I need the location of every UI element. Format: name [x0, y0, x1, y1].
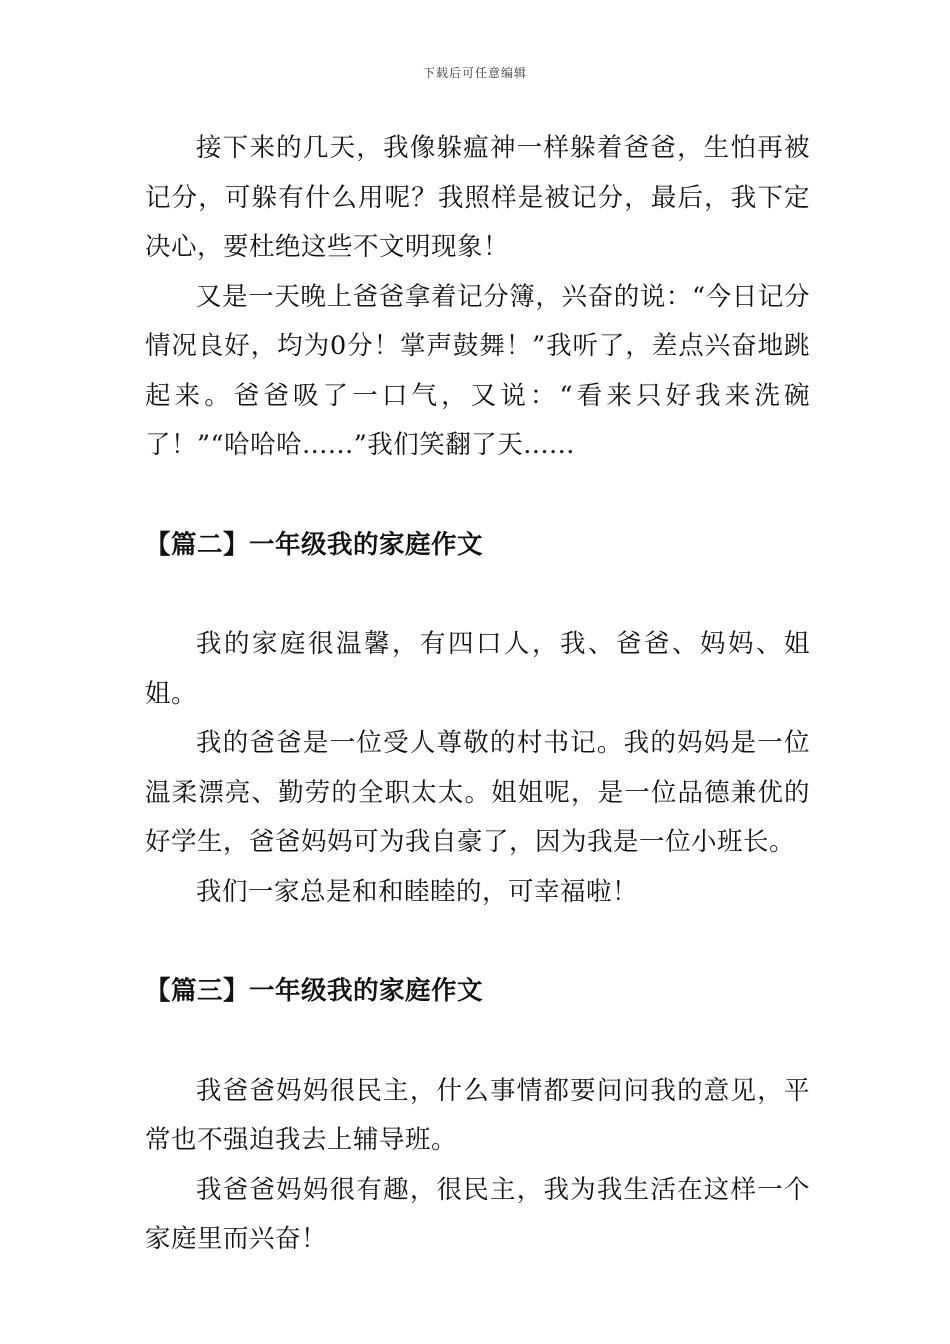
paragraph: 接下来的几天，我像躲瘟神一样躲着爸爸，生怕再被记分，可躲有什么用呢？我照样是被记分，最后，我下定决心，要杜绝这些不文明现象！	[145, 133, 810, 262]
paragraph: 我的爸爸是一位受人尊敬的村书记。我的妈妈是一位温柔漂亮、勤劳的全职太太。姐姐呢，是一位品德兼优的好学生，爸爸妈妈可为我自豪了，因为我是一位小班长。	[145, 728, 810, 857]
section-title-part-two: 【篇二】一年级我的家庭作文	[145, 529, 484, 560]
paragraph: 我们一家总是和和睦睦的，可幸福啦！	[196, 876, 639, 907]
section-title-part-three: 【篇三】一年级我的家庭作文	[145, 976, 484, 1006]
header-note: 下载后可任意编辑	[422, 66, 527, 80]
document-body	[145, 124, 810, 1265]
paragraph: 又是一天晚上爸爸拿着记分簿，兴奋的说：“今日记分情况良好，均为0分！掌声鼓舞！”我听了，差点兴奋地跳起来。爸爸吸了一口气，又说：“看来只好我来洗碗了！”“哈哈哈......”我们笑翻了天......	[145, 281, 810, 460]
paragraph: 我的家庭很温馨，有四口人，我、爸爸、妈妈、姐姐。	[145, 629, 810, 709]
paragraph: 我爸爸妈妈很民主，什么事情都要问问我的意见，平常也不强迫我去上辅导班。	[145, 1075, 810, 1155]
paragraph: 我爸爸妈妈很有趣，很民主，我为我生活在这样一个家庭里而兴奋！	[145, 1174, 810, 1254]
